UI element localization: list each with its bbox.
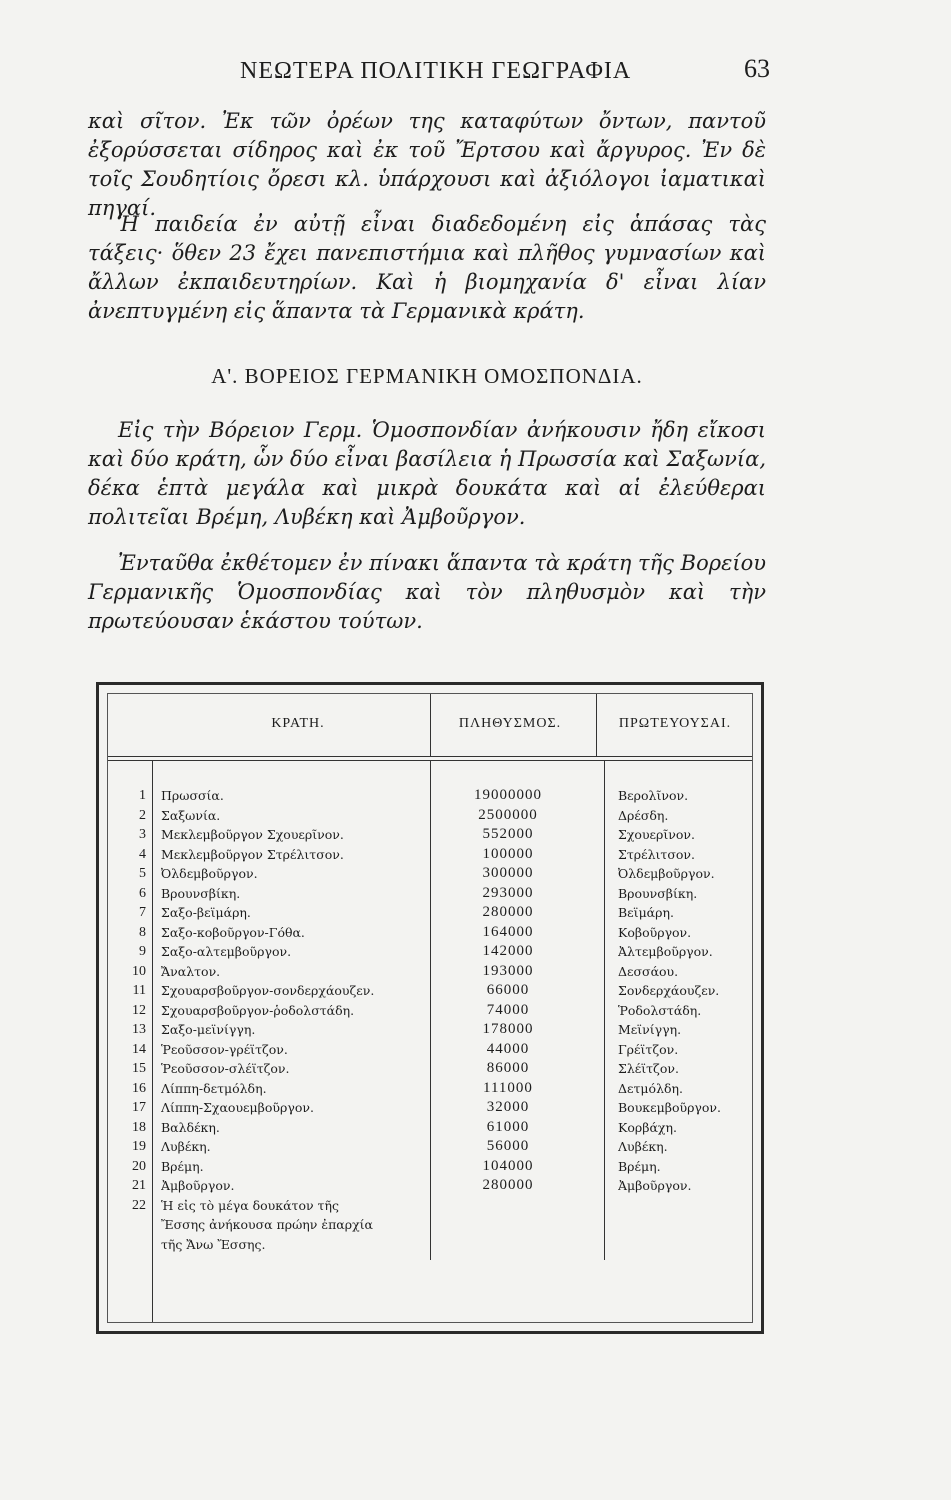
state-name-column (161, 786, 431, 1254)
population-value: 44000 (486, 1040, 530, 1057)
row-number: 3 (139, 827, 146, 842)
state-name: Σχουαρσβοῦργον-ῥοδολστάδη. (161, 1002, 355, 1018)
capital-name: Βεϊμάρη. (618, 905, 674, 920)
population-value: 61000 (486, 1118, 530, 1135)
capital-name: Σλέϊτζον. (618, 1061, 679, 1076)
page-number: 63 (744, 54, 770, 83)
row-number (114, 1215, 146, 1235)
capital-name: Ὀλδεμβοῦργον. (618, 866, 715, 881)
population-value: 56000 (486, 1138, 530, 1154)
capital-name: Λυβέκη. (618, 1139, 668, 1154)
population-value (438, 1215, 578, 1235)
population-value: 2500000 (478, 806, 538, 823)
paragraph-2: Ἡ παιδεία ἐν αὐτῇ εἶναι διαδεδομένη εἰς ἁπάσας τὰς τάξεις· ὅθεν 23 ἔχει πανεπιστήμια καὶ πλῆθος γυμνασίων καὶ ἄλλων ἐκπαιδευτηρίων. Καὶ ἡ βιομηχανία δ' εἶναι λίαν ἀνεπτυγμένη εἰς ἅπαντα τὰ Γερμανικὰ κράτη. (88, 212, 766, 323)
capital-name: Σχουερῖνον. (618, 827, 695, 842)
row-number (114, 1235, 146, 1255)
paragraph-4: Ἐνταῦθα ἐκθέτομεν ἐν πίνακι ἅπαντα τὰ κράτη τῆς Βορείου Γερμανικῆς Ὁμοσπονδίας καὶ τὸν πληθυσμὸν καὶ τὴν πρωτεύουσαν ἑκάστου τούτων. (88, 551, 766, 633)
row-number: 4 (139, 846, 146, 862)
section-title: Α'. ΒΟΡΕΙΟΣ ΓΕΡΜΑΝΙΚΗ ΟΜΟΣΠΟΝΔΙΑ. (211, 364, 643, 388)
population-value: 104000 (482, 1157, 534, 1174)
row-number: 5 (139, 866, 146, 881)
capital-name: Μεϊνίγγη. (618, 1022, 682, 1037)
capital-name: Δρέσδη. (618, 807, 669, 823)
state-name: Ἔσσης ἀνήκουσα πρώην ἐπαρχία (161, 1217, 373, 1232)
state-name: Λίππη-Σχαουεμβοῦργον. (161, 1100, 314, 1115)
header-capitals: ΠΡΩΤΕΥΟΥΣΑΙ. (618, 716, 732, 731)
state-name: Σαξο-αλτεμβοῦργον. (161, 944, 292, 959)
row-number: 1 (139, 788, 146, 803)
population-value: 293000 (482, 884, 534, 901)
capital-name: Βρουνσβίκη. (618, 885, 698, 901)
state-name: Λυβέκη. (161, 1139, 211, 1154)
running-head (90, 54, 770, 92)
population-value: 164000 (482, 923, 534, 940)
number-column (114, 786, 146, 1254)
capital-name: Ἀλτεμβοῦργον. (618, 944, 713, 959)
paragraph-3: Εἰς τὴν Βόρειον Γερμ. Ὁμοσπονδίαν ἀνήκουσιν ἤδη εἴκοσι καὶ δύο κράτη, ὧν δύο εἶναι βασίλεια ἡ Πρωσσία καὶ Σαξωνία, δέκα ἑπτὰ μεγάλα καὶ μικρὰ δουκάτα καὶ αἱ ἐλεύθεραι πολιτεῖαι Βρέμη, Λυβέκη καὶ Ἀμβοῦργον. (88, 418, 766, 529)
state-name: Ὀλδεμβοῦργον. (161, 866, 258, 881)
population-value: 178000 (482, 1021, 534, 1037)
table-inner-border (107, 693, 753, 1323)
capital-name: Βρέμη. (618, 1158, 661, 1174)
state-name: Ἡ εἰς τὸ μέγα δουκάτον τῆς (161, 1197, 339, 1213)
capital-name (618, 1215, 758, 1235)
state-name: Πρωσσία. (161, 788, 224, 803)
capital-name: Δετμόλδη. (618, 1080, 683, 1096)
capital-column (618, 786, 758, 1235)
state-name: Σχουαρσβοῦργον-σονδερχάουζεν. (161, 983, 375, 998)
capital-name: Ῥοδολστάδη. (618, 1002, 702, 1018)
row-number: 22 (132, 1197, 146, 1213)
header-rule (108, 756, 752, 757)
number-column-rule (152, 760, 153, 1322)
population-value: 193000 (482, 962, 534, 979)
row-number: 13 (132, 1022, 146, 1037)
state-name: Μεκλεμβοῦργον Σχουερῖνον. (161, 827, 344, 842)
capital-name: Κοβοῦργον. (618, 924, 692, 940)
row-number: 21 (132, 1178, 146, 1193)
population-value: 300000 (482, 865, 534, 881)
state-name: Βαλδέκη. (161, 1119, 220, 1135)
row-number: 18 (132, 1119, 146, 1135)
state-name: Βρουνσβίκη. (161, 885, 241, 901)
row-number: 16 (132, 1080, 146, 1096)
population-value: 280000 (482, 1177, 534, 1193)
capital-name: Βερολῖνον. (618, 788, 689, 803)
population-value: 86000 (486, 1060, 530, 1076)
row-number: 9 (139, 944, 146, 959)
header-divider-1 (430, 694, 431, 756)
states-table (96, 682, 764, 1334)
state-name: Σαξο-μεϊνίγγη. (161, 1022, 256, 1037)
population-value: 142000 (482, 943, 534, 959)
row-number: 6 (139, 885, 146, 901)
row-number: 15 (132, 1061, 146, 1076)
capital-name: Δεσσάου. (618, 963, 679, 979)
header-states: ΚΡΑΤΗ. (271, 716, 325, 731)
running-title: ΝΕΩΤΕΡΑ ΠΟΛΙΤΙΚΗ ΓΕΩΓΡΑΦΙΑ (240, 58, 632, 84)
row-number: 8 (139, 924, 146, 940)
population-value: 100000 (482, 845, 534, 862)
capital-name: Γρέϊτζον. (618, 1041, 679, 1057)
state-name: Σαξωνία. (161, 807, 221, 823)
capital-name: Σονδερχάουζεν. (618, 983, 720, 998)
capital-name: Ἀμβοῦργον. (618, 1178, 692, 1193)
row-number: 11 (132, 983, 146, 998)
state-name: Σαξο-βεϊμάρη. (161, 905, 251, 920)
capital-name: Στρέλιτσον. (618, 846, 695, 862)
population-value: 66000 (486, 982, 530, 998)
population-value: 280000 (482, 904, 534, 920)
capital-name: Κορβάχη. (618, 1119, 677, 1135)
state-name: τῆς Ἄνω Ἔσσης. (161, 1236, 266, 1252)
population-column (438, 786, 578, 1235)
state-name: Σαξο-κοβοῦργον-Γόθα. (161, 924, 305, 940)
state-name: Λίππη-δετμόλδη. (161, 1080, 267, 1096)
state-name: Ῥεοῦσσον-σλέϊτζον. (161, 1061, 290, 1076)
population-value: 552000 (482, 826, 534, 842)
population-value (438, 1196, 578, 1216)
row-number: 20 (132, 1158, 146, 1174)
state-name: Μεκλεμβοῦργον Στρέλιτσον. (161, 846, 344, 862)
capital-name (618, 1196, 758, 1216)
row-number: 19 (132, 1139, 146, 1154)
state-name: Βρέμη. (161, 1158, 204, 1174)
row-number: 7 (139, 905, 146, 920)
state-name: Ἄναλτον. (161, 963, 221, 979)
state-name: Ῥεοῦσσον-γρέϊτζον. (161, 1041, 288, 1057)
header-population: ΠΛΗΘΥΣΜΟΣ. (458, 716, 562, 731)
paragraph-1: καὶ σῖτον. Ἐκ τῶν ὀρέων της καταφύτων ὄντων, παντοῦ ἐξορύσσεται σίδηρος καὶ ἐκ τοῦ Ἔρτσου καὶ ἄργυρος. Ἐν δὲ τοῖς Σουδητίοις ὄρεσι κλ. ὑπάρχουσι καὶ ἀξιόλογοι ἰαματικαὶ πηγαί. (88, 109, 766, 220)
population-value: 111000 (483, 1079, 533, 1096)
row-number: 17 (132, 1100, 146, 1115)
capital-name: Βουκεμβοῦργον. (618, 1100, 721, 1115)
header-divider-2 (596, 694, 597, 756)
population-column-rule (604, 760, 605, 1260)
row-number: 2 (139, 807, 146, 823)
state-name: Ἀμβοῦργον. (161, 1178, 235, 1193)
population-value: 19000000 (474, 787, 542, 803)
population-value: 74000 (486, 1001, 530, 1018)
row-number: 14 (132, 1041, 146, 1057)
row-number: 12 (132, 1002, 146, 1018)
population-value: 32000 (486, 1099, 530, 1115)
row-number: 10 (132, 963, 146, 979)
